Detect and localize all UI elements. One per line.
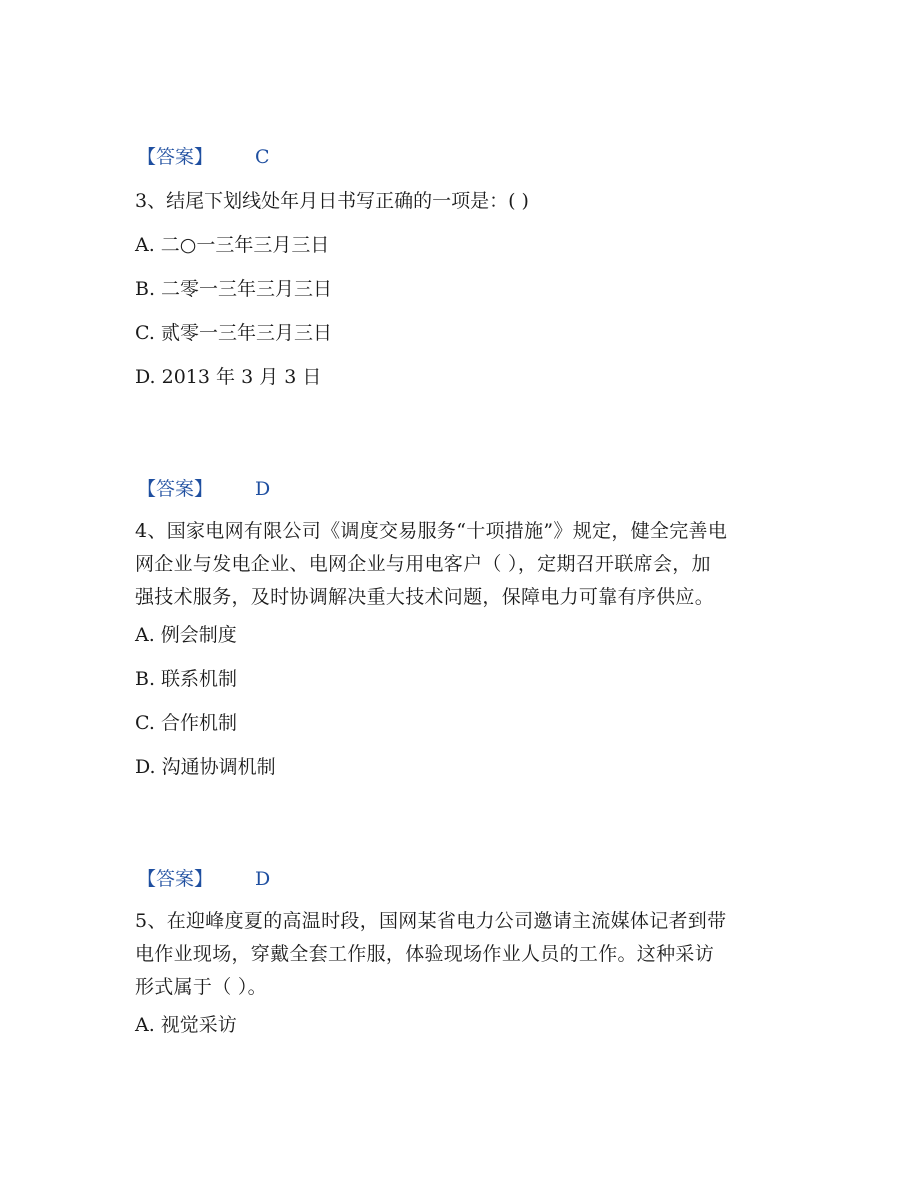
answer-value: D bbox=[255, 478, 271, 500]
question-4-stem-line: 4、国家电网有限公司《调度交易服务“十项措施”》规定，健全完善电 bbox=[135, 520, 728, 542]
question-3-option-c: C. 贰零一三年三月三日 bbox=[135, 322, 332, 344]
question-5-stem bbox=[135, 905, 785, 1004]
question-4-option-b: B. 联系机制 bbox=[135, 668, 238, 690]
answer-value: C bbox=[255, 146, 270, 168]
answer-row-3 bbox=[137, 473, 270, 505]
question-4-option-c: C. 合作机制 bbox=[135, 712, 237, 734]
answer-label: 【答案】 bbox=[137, 478, 214, 500]
question-4-stem-line: 强技术服务，及时协调解决重大技术问题，保障电力可靠有序供应。 bbox=[135, 586, 715, 608]
question-4-option-a: A. 例会制度 bbox=[135, 624, 237, 646]
question-4-stem bbox=[135, 515, 785, 614]
question-5-stem-line: 电作业现场，穿戴全套工作服，体验现场作业人员的工作。这种采访 bbox=[135, 943, 715, 965]
question-3-stem: 3、结尾下划线处年月日书写正确的一项是：( ) bbox=[135, 190, 529, 212]
answer-value: D bbox=[255, 868, 271, 890]
answer-label: 【答案】 bbox=[137, 146, 214, 168]
question-5-option-a: A. 视觉采访 bbox=[135, 1014, 237, 1036]
question-3-option-d: D. 2013 年 3 月 3 日 bbox=[135, 366, 322, 388]
question-5-stem-line: 形式属于（ ）。 bbox=[135, 976, 267, 998]
answer-row-4 bbox=[137, 863, 270, 895]
answer-label: 【答案】 bbox=[137, 868, 214, 890]
question-3-option-b: B. 二零一三年三月三日 bbox=[135, 278, 333, 300]
question-4-stem-line: 网企业与发电企业、电网企业与用电客户（ ），定期召开联席会，加 bbox=[135, 553, 711, 575]
question-4-option-d: D. 沟通协调机制 bbox=[135, 756, 276, 778]
question-5-stem-line: 5、在迎峰度夏的高温时段，国网某省电力公司邀请主流媒体记者到带 bbox=[135, 910, 727, 932]
answer-row-1 bbox=[137, 141, 270, 173]
question-3-option-a: A. 二○一三年三月三日 bbox=[135, 234, 330, 256]
